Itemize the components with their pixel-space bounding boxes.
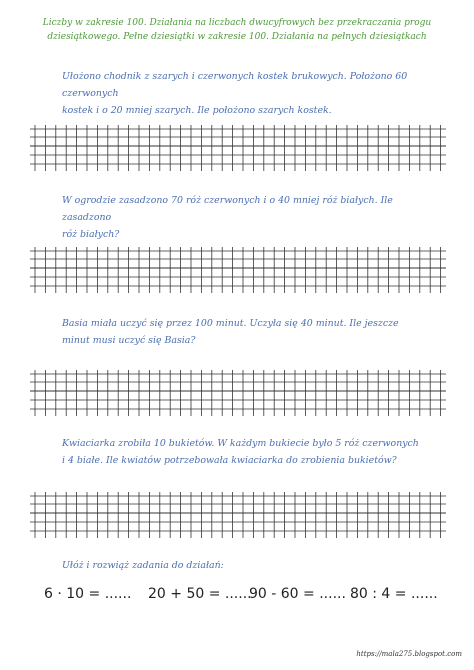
word-problem-line: kostek i o 20 mniej szarych. Ile położono szarych kostek. — [62, 105, 332, 116]
word-problem-line: Basia miała uczyć się przez 100 minut. Uczyła się 40 minut. Ile jeszcze — [62, 318, 399, 329]
worksheet-title — [30, 16, 444, 44]
equation-3: 90 - 60 = ...... — [249, 586, 346, 602]
word-problem-2 — [62, 192, 432, 243]
word-problem-line: minut musi uczyć się Basia? — [62, 335, 196, 346]
answer-grid-4[interactable] — [30, 492, 446, 538]
equation-4: 80 : 4 = ...... — [350, 586, 438, 602]
grid-lines — [30, 125, 446, 171]
grid-lines — [30, 492, 446, 538]
answer-grid-1[interactable] — [30, 125, 446, 171]
word-problem-line: W ogrodzie zasadzono 70 róż czerwonych i o 40 mniej róż białych. Ile zasadzono — [62, 195, 393, 223]
word-problem-1 — [62, 68, 432, 119]
word-problem-line: Ułożono chodnik z szarych i czerwonych kostek brukowych. Położono 60 czerwonych — [62, 71, 408, 99]
grid-lines — [30, 370, 446, 416]
grid-lines — [30, 247, 446, 293]
instruction: Ułóż i rozwiąż zadania do działań: — [62, 560, 224, 571]
word-problem-3 — [62, 315, 432, 349]
title-line-2: dziesiątkowego. Pełne dziesiątki w zakresie 100. Działania na pełnych dziesiątkach — [47, 32, 427, 42]
title-line-1: Liczby w zakresie 100. Działania na liczbach dwucyfrowych bez przekraczania progu — [42, 18, 432, 28]
answer-grid-3[interactable] — [30, 370, 446, 416]
source-footer: https://mala275.blogspot.com — [356, 650, 462, 658]
word-problem-line: i 4 białe. Ile kwiatów potrzebowała kwiaciarka do zrobienia bukietów? — [62, 455, 397, 466]
equations-row — [44, 586, 444, 610]
equation-1: 6 · 10 = ...... — [44, 586, 132, 602]
equation-2: 20 + 50 = ...... — [148, 586, 252, 602]
word-problem-line: róż białych? — [62, 229, 120, 240]
word-problem-4 — [62, 435, 432, 469]
answer-grid-2[interactable] — [30, 247, 446, 293]
word-problem-line: Kwiaciarka zrobiła 10 bukietów. W każdym bukiecie było 5 róż czerwonych — [62, 438, 419, 449]
